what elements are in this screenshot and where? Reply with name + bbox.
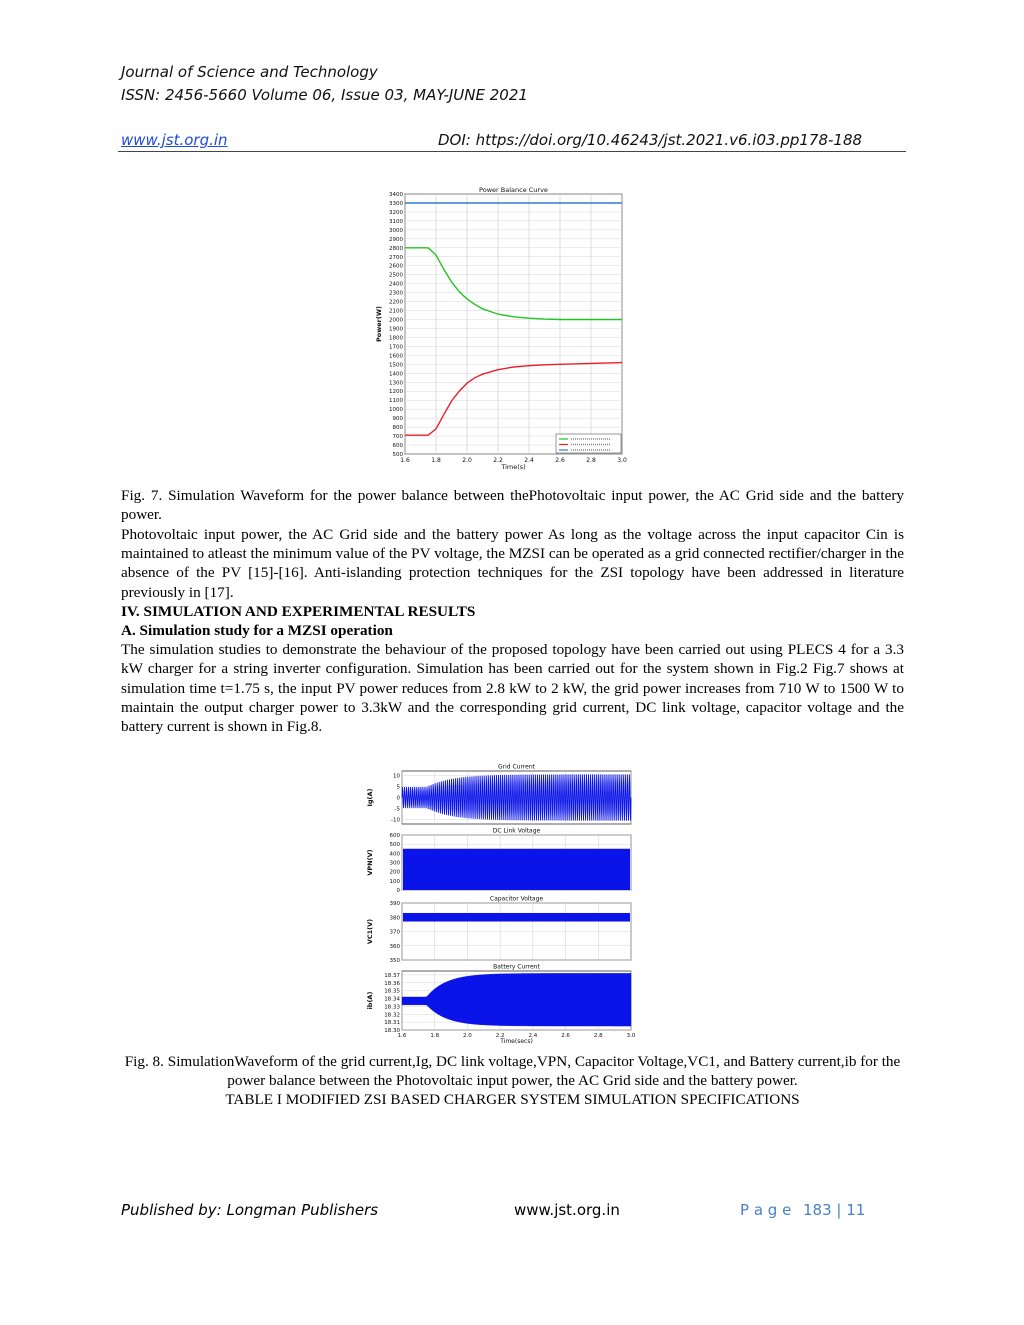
y-tick-label: 2000	[389, 317, 403, 324]
y-tick-label: 1800	[389, 335, 403, 342]
y-tick-label: 1600	[389, 353, 403, 360]
y-tick-label: 390	[389, 901, 400, 907]
x-tick-label: 2.0	[463, 1033, 472, 1039]
y-tick-label: 1500	[389, 362, 403, 369]
y-axis-label: ib(A)	[366, 991, 374, 1010]
panel-title: DC Link Voltage	[492, 827, 541, 835]
panel-title: Capacitor Voltage	[489, 895, 544, 903]
y-tick-label: 350	[389, 958, 400, 964]
x-tick-label: 2.4	[528, 1033, 538, 1039]
y-tick-label: 18.35	[384, 988, 400, 995]
x-tick-label: 2.6	[561, 1033, 570, 1039]
panel-title: Grid Current	[497, 763, 536, 771]
y-tick-label: 1400	[389, 371, 403, 378]
section-heading: IV. SIMULATION AND EXPERIMENTAL RESULTS	[121, 602, 476, 620]
y-tick-label: 360	[389, 943, 400, 950]
y-axis-label: VC1(V)	[366, 918, 374, 945]
y-tick-label: 2200	[389, 299, 403, 306]
footer-page-number: 183 | 11	[803, 1201, 866, 1219]
plot-area	[405, 194, 622, 454]
panel-grid-current	[366, 764, 631, 825]
subsection-heading: A. Simulation study for a MZSI operation	[121, 622, 393, 640]
doi-line: DOI: https://doi.org/10.46243/jst.2021.v6.i03.pp178-188	[438, 131, 863, 149]
y-tick-label: 700	[392, 434, 403, 441]
y-tick-label: 2300	[389, 290, 403, 297]
y-tick-label: 500	[389, 842, 400, 849]
y-tick-label: -5	[394, 806, 400, 813]
y-tick-label: 600	[392, 443, 403, 450]
y-tick-label: 380	[389, 915, 400, 922]
y-tick-label: 1700	[389, 344, 403, 351]
y-tick-label: 0	[396, 795, 400, 802]
x-tick-label: 2.2	[495, 1033, 505, 1039]
x-axis-label: Time(secs)	[500, 1038, 533, 1045]
y-tick-label: 18.31	[384, 1020, 400, 1027]
y-tick-label: 600	[389, 833, 400, 839]
x-tick-label: 2.2	[493, 457, 503, 464]
panel-title: Battery Current	[493, 963, 540, 971]
y-tick-label: 1300	[389, 380, 403, 387]
y-tick-label: 2400	[389, 281, 403, 288]
website-link[interactable]: www.jst.org.in	[121, 131, 228, 149]
x-tick-label: 3.0	[626, 1033, 636, 1039]
x-tick-label: 2.8	[586, 457, 596, 464]
y-tick-label: 1200	[389, 389, 403, 396]
y-tick-label: -10	[391, 817, 400, 824]
y-tick-label: 1000	[389, 407, 403, 414]
paragraph-1: Photovoltaic input power, the AC Grid side and the battery power As long as the voltage across the input capacitor Cin is maintained to atleast the minimum value of the PV voltage, the MZSI can be operated as a grid connected rectifier/charger in the absence of the PV [15]-[16]. Anti-islanding protection techniques for the ZSI topology have been addressed in literature previously in [17].	[121, 526, 905, 601]
y-tick-label: 3200	[389, 209, 403, 216]
x-tick-label: 3.0	[617, 457, 627, 464]
footer-page-label	[740, 1201, 791, 1219]
y-tick-label: 18.33	[384, 1004, 400, 1011]
y-tick-label: 1100	[389, 398, 403, 405]
y-axis-label: VPN(V)	[366, 849, 374, 876]
page-word: P a g e	[740, 1201, 792, 1219]
x-tick-label: 1.8	[430, 1033, 440, 1039]
x-tick-label: 2.0	[462, 457, 472, 464]
x-tick-label: 2.4	[524, 457, 534, 464]
y-tick-label: 2900	[389, 236, 403, 243]
y-tick-label: 18.37	[384, 972, 400, 979]
y-tick-label: 370	[389, 929, 400, 936]
x-axis-label: Time(s)	[501, 463, 526, 471]
y-tick-label: 2600	[389, 263, 403, 270]
panel-dc-link-voltage	[366, 828, 631, 895]
y-tick-label: 900	[392, 416, 403, 423]
footer-publisher: Published by: Longman Publishers	[121, 1201, 379, 1219]
y-tick-label: 10	[393, 773, 400, 780]
signal-band	[403, 913, 630, 922]
y-tick-label: 18.30	[384, 1028, 400, 1034]
y-tick-label: 3000	[389, 227, 403, 234]
x-tick-label: 1.6	[397, 1033, 407, 1039]
figure-7-power-balance-chart	[365, 185, 635, 471]
y-tick-label: 100	[389, 878, 400, 885]
panel-battery-current	[366, 964, 636, 1046]
paragraph-2: The simulation studies to demonstrate the behaviour of the proposed topology have been carried out using PLECS 4 for a 3.3 kW charger for a string inverter configuration. Simulation has been carried out for the system shown in Fig.2 Fig.7 shows at simulation time t=1.75 s, the input PV power reduces from 2.8 kW to 2 kW, the grid power increases from 710 W to 1500 W to maintain the output charger power to 3.3kW and the corresponding grid current, DC link voltage, capacitor voltage and the battery current is shown in Fig.8.	[121, 641, 904, 736]
signal-band	[403, 849, 630, 890]
figure-8-caption: Fig. 8. SimulationWaveform of the grid current,Ig, DC link voltage,VPN, Capacitor Voltage,VC1, and Battery current,ib for the power balance between the Photovoltaic input power, the AC Grid side and the battery power.	[124, 1053, 901, 1089]
y-tick-label: 18.32	[384, 1012, 400, 1019]
y-tick-label: 18.34	[384, 996, 400, 1003]
y-axis-label: Ig(A)	[366, 788, 374, 807]
y-tick-label: 200	[389, 869, 400, 876]
chart-title: Power Balance Curve	[479, 186, 548, 194]
y-tick-label: 3400	[389, 192, 403, 198]
legend	[556, 434, 621, 453]
y-tick-label: 800	[392, 425, 403, 432]
y-tick-label: 400	[389, 851, 400, 858]
y-tick-label: 3100	[389, 218, 403, 225]
footer-website[interactable]: www.jst.org.in	[514, 1201, 620, 1219]
panel-capacitor-voltage	[366, 896, 631, 965]
x-tick-label: 1.8	[431, 457, 441, 464]
y-tick-label: 2800	[389, 245, 403, 252]
y-tick-label: 500	[392, 452, 403, 458]
body-section	[121, 525, 904, 736]
x-tick-label: 2.8	[593, 1033, 603, 1039]
y-tick-label: 2500	[389, 272, 403, 279]
y-axis-label: Power(W)	[375, 306, 383, 342]
issn-line: ISSN: 2456-5660 Volume 06, Issue 03, MAY-JUNE 2021	[121, 86, 528, 104]
y-tick-label: 18.36	[384, 980, 400, 987]
figure-7-caption	[121, 486, 904, 524]
y-tick-label: 300	[389, 860, 400, 867]
y-tick-label: 3300	[389, 200, 403, 207]
y-tick-label: 5	[396, 784, 400, 791]
y-tick-label: 2700	[389, 254, 403, 261]
x-tick-label: 1.6	[400, 457, 410, 464]
table-1-title: TABLE I MODIFIED ZSI BASED CHARGER SYSTEM SIMULATION SPECIFICATIONS	[225, 1091, 800, 1108]
figure-7-caption-text: Fig. 7. Simulation Waveform for the power balance between thePhotovoltaic input power, the AC Grid side and the battery power.	[121, 487, 904, 524]
figure-8-waveforms	[360, 758, 640, 1048]
y-tick-label: 2100	[389, 308, 403, 315]
header-rule	[118, 151, 906, 152]
y-tick-label: 0	[396, 888, 400, 894]
y-tick-label: 1900	[389, 326, 403, 333]
journal-title: Journal of Science and Technology	[121, 63, 378, 81]
x-tick-label: 2.6	[555, 457, 565, 464]
